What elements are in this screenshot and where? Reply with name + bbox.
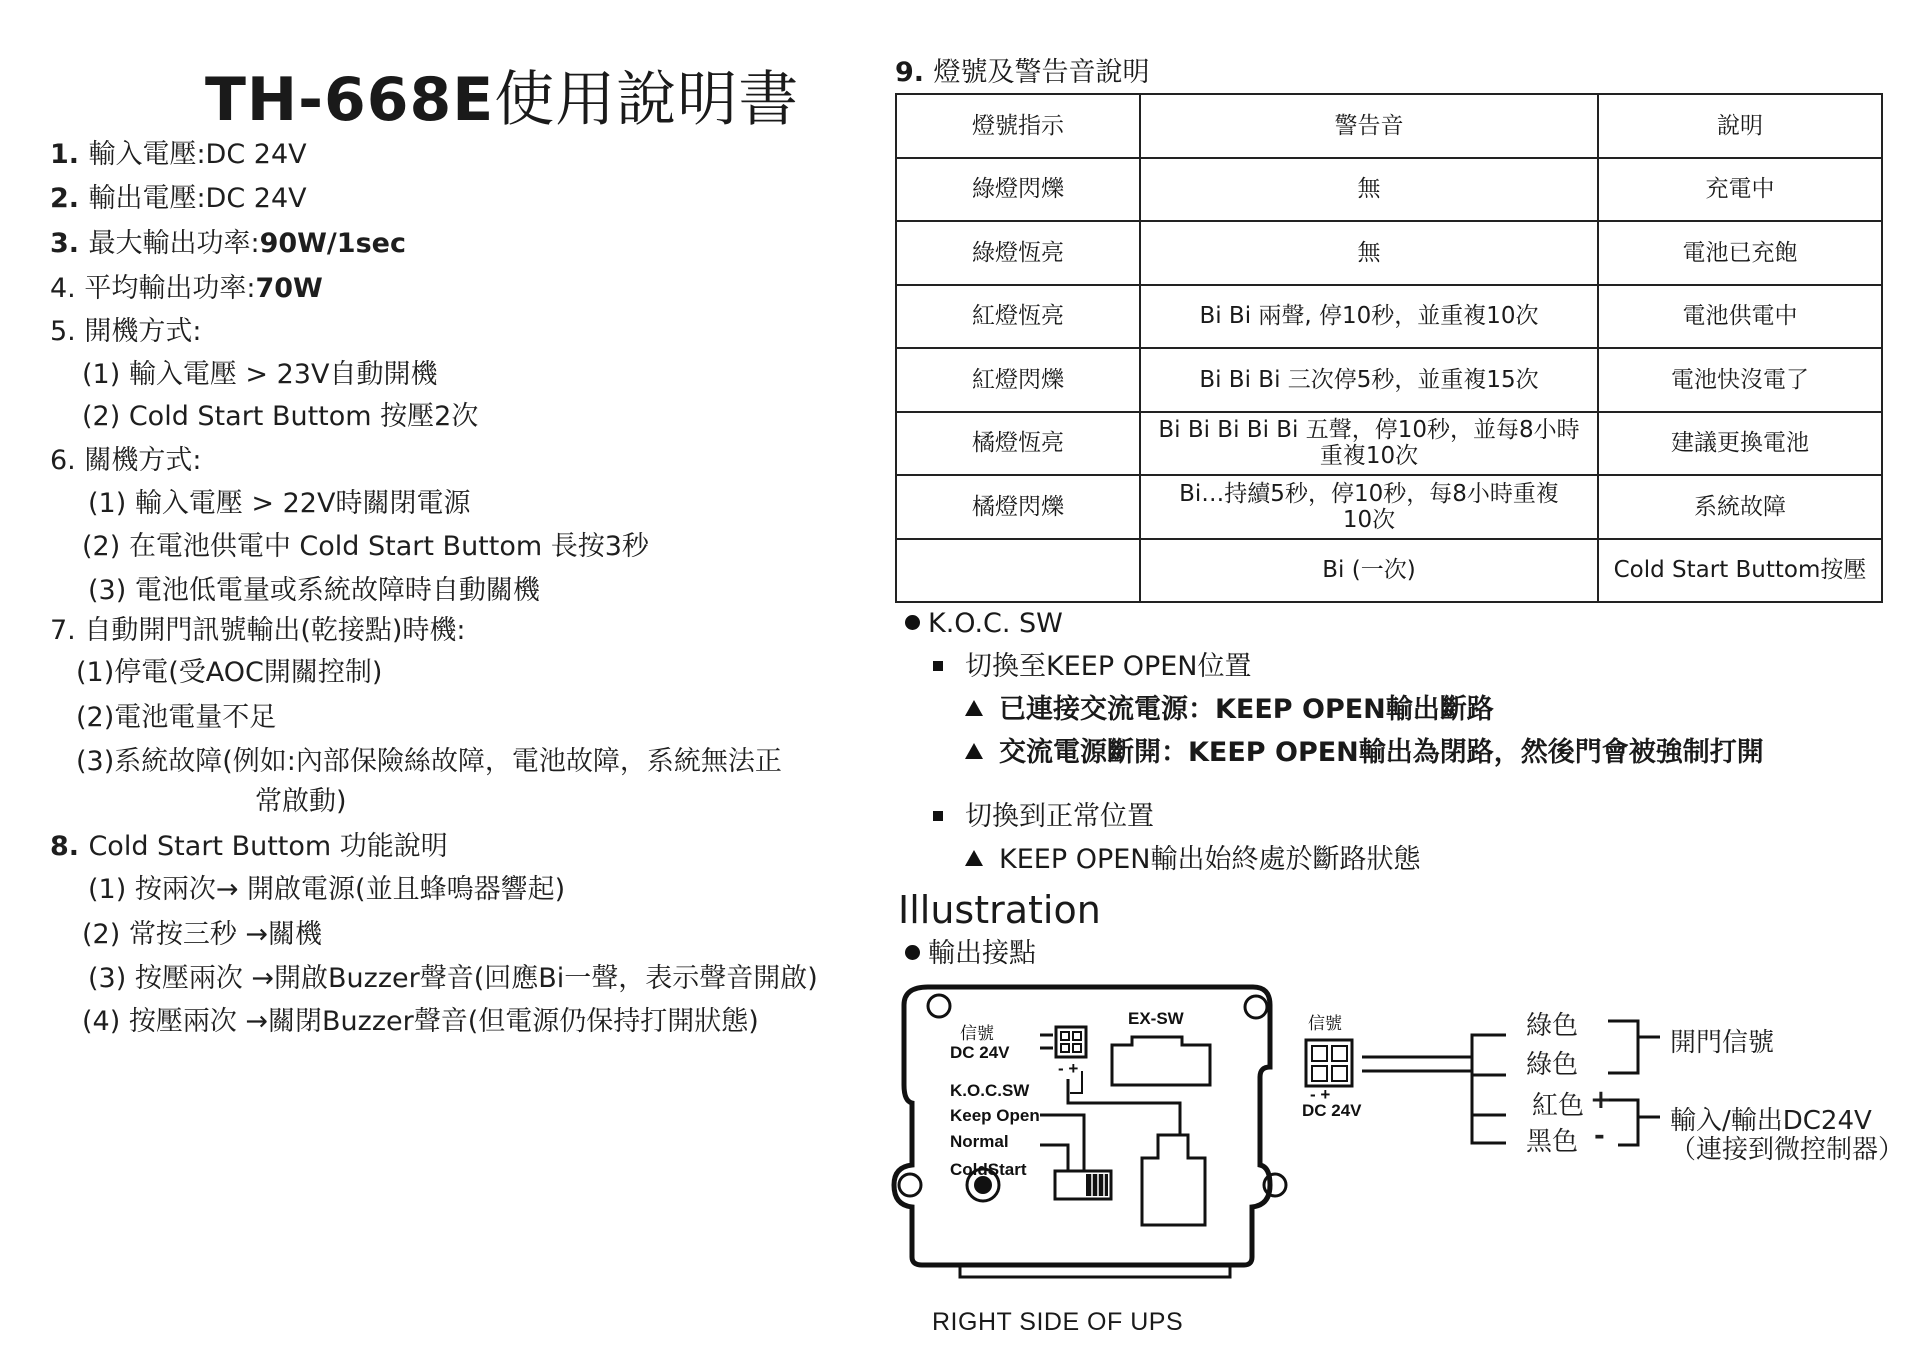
table-row xyxy=(896,475,1882,539)
section-title-text: 燈號及警告音說明 xyxy=(933,57,1150,88)
triangle-icon xyxy=(965,850,983,866)
spec-number: 5. xyxy=(50,316,85,347)
spec-line xyxy=(88,574,540,608)
board-signal-label: 信號 xyxy=(960,1024,994,1043)
model-number: TH-668E xyxy=(205,65,495,135)
illustration-title: Illustration xyxy=(898,888,1101,932)
spec-text: (3) 按壓兩次 →開啟Buzzer聲音(回應Bi一聲，表示聲音開啟) xyxy=(88,963,818,994)
spec-line xyxy=(76,745,782,779)
section-9-title xyxy=(895,50,1149,89)
green-wire-label-1: 綠色 xyxy=(1526,1011,1579,1041)
spec-line xyxy=(50,272,323,306)
spec-line xyxy=(82,918,322,952)
koc-heading: K.O.C. SW xyxy=(905,607,1063,641)
spec-line xyxy=(50,444,201,478)
spec-text: 輸入電壓:DC 24V xyxy=(88,139,307,170)
table-cell: 電池供電中 xyxy=(1598,285,1882,349)
table-cell: 系統故障 xyxy=(1598,475,1882,539)
spec-line xyxy=(82,358,437,392)
ex-sw-label: EX-SW xyxy=(1128,1009,1184,1028)
spec-text: (2) 常按三秒 →關機 xyxy=(82,919,323,950)
spec-number: 7. xyxy=(50,615,85,646)
spec-text: (2) Cold Start Buttom 按壓2次 xyxy=(82,401,479,432)
table-cell: Bi (一次) xyxy=(1140,539,1598,603)
spec-line xyxy=(50,138,307,172)
koc-sub-ac-disconnected: 交流電源斷開：KEEP OPEN輸出為閉路，然後門會被強制打開 xyxy=(965,736,1764,770)
spec-value: 70W xyxy=(255,273,323,304)
table-cell: 建議更換電池 xyxy=(1598,412,1882,476)
bullet-dot-icon xyxy=(905,945,920,960)
spec-value: 90W/1sec xyxy=(259,228,406,259)
spec-line xyxy=(50,830,448,864)
minus-sign: - xyxy=(1594,1121,1605,1151)
green-wire-label-2: 綠色 xyxy=(1526,1050,1579,1080)
koc-item-keep-open: 切換至KEEP OPEN位置 xyxy=(933,650,1251,684)
table-row xyxy=(896,158,1882,222)
mount-hole xyxy=(928,995,950,1017)
table-header-cell: 警告音 xyxy=(1140,94,1598,158)
table-row xyxy=(896,221,1882,285)
table-row xyxy=(896,539,1882,603)
spec-number: 4. xyxy=(50,273,85,304)
table-row xyxy=(896,285,1882,349)
spec-line xyxy=(50,614,466,648)
spec-line xyxy=(255,785,347,819)
ex-sw-connector xyxy=(1112,1037,1210,1085)
connector-signal-label: 信號 xyxy=(1308,1014,1342,1033)
spec-text: (1) 輸入電壓 > 23V自動開機 xyxy=(82,359,438,390)
spec-text: (2)電池電量不足 xyxy=(76,702,277,733)
spec-number: 2. xyxy=(50,183,89,214)
spec-text: 平均輸出功率: xyxy=(84,273,256,304)
output-contacts-heading: 輸出接點 xyxy=(905,937,1036,971)
wiring-diagram xyxy=(890,975,1920,1309)
table-cell: Bi Bi Bi 三次停5秒，並重複15次 xyxy=(1140,348,1598,412)
normal-label: Normal xyxy=(950,1132,1009,1151)
table-row xyxy=(896,412,1882,476)
spec-line xyxy=(76,656,382,690)
board-dc24v-label: DC 24V xyxy=(950,1043,1010,1062)
board-polarity-label: - + xyxy=(1058,1059,1079,1078)
triangle-icon xyxy=(965,700,983,716)
mount-hole xyxy=(1245,996,1267,1018)
table-cell: 充電中 xyxy=(1598,158,1882,222)
table-header-cell: 燈號指示 xyxy=(896,94,1140,158)
document-title xyxy=(205,52,799,138)
plus-sign: + xyxy=(1590,1085,1612,1115)
spec-text: 開機方式: xyxy=(84,316,202,347)
bullet-dot-icon xyxy=(905,615,920,630)
spec-text: 最大輸出功率: xyxy=(88,228,260,259)
section-number: 9. xyxy=(895,57,934,88)
spec-text: (1)停電(受AOC開關控制) xyxy=(76,657,383,688)
table-cell: 電池已充飽 xyxy=(1598,221,1882,285)
spec-number: 8. xyxy=(50,831,89,862)
io-note-label: （連接到微控制器） xyxy=(1670,1135,1905,1165)
bullet-square-icon xyxy=(933,811,943,821)
spec-line xyxy=(50,182,307,216)
spec-text: (3) 電池低電量或系統故障時自動關機 xyxy=(88,575,540,606)
spec-text: (1) 按兩次→ 開啟電源(並且蜂鳴器響起) xyxy=(88,874,566,905)
table-row xyxy=(896,348,1882,412)
connector-polarity-label: - + xyxy=(1310,1085,1331,1104)
koc-sw-label: K.O.C.SW xyxy=(950,1081,1030,1100)
signal-table xyxy=(895,93,1883,603)
spec-line xyxy=(82,530,649,564)
spec-line xyxy=(50,315,201,349)
spec-text: (2) 在電池供電中 Cold Start Buttom 長按3秒 xyxy=(82,531,649,562)
table-cell: 無 xyxy=(1140,221,1598,285)
triangle-icon xyxy=(965,743,983,759)
spec-text: 輸出電壓:DC 24V xyxy=(88,183,307,214)
table-cell: 電池快沒電了 xyxy=(1598,348,1882,412)
spec-line xyxy=(88,962,818,996)
table-cell: 無 xyxy=(1140,158,1598,222)
spec-text: 常啟動) xyxy=(255,786,347,817)
spec-text: (4) 按壓兩次 →關閉Buzzer聲音(但電源仍保持打開狀態) xyxy=(82,1006,759,1037)
spec-text: 關機方式: xyxy=(84,445,202,476)
diagram-caption: RIGHT SIDE OF UPS xyxy=(932,1308,1184,1336)
spec-line xyxy=(50,227,406,261)
table-cell: Cold Start Buttom按壓 xyxy=(1598,539,1882,603)
mount-hole xyxy=(899,1174,921,1196)
spec-line xyxy=(82,1005,759,1039)
spec-text: (1) 輸入電壓 > 22V時關閉電源 xyxy=(88,488,471,519)
spec-number: 1. xyxy=(50,139,89,170)
title-suffix: 使用說明書 xyxy=(494,65,800,135)
black-wire-label: 黑色 xyxy=(1526,1127,1579,1157)
table-cell: 綠燈恆亮 xyxy=(896,221,1140,285)
table-cell: 紅燈閃爍 xyxy=(896,348,1140,412)
spec-line xyxy=(88,873,565,907)
mount-hole xyxy=(1264,1174,1286,1196)
spec-line xyxy=(82,400,478,434)
table-cell: 紅燈恆亮 xyxy=(896,285,1140,349)
spec-line xyxy=(76,701,276,735)
io-dc-label: 輸入/輸出DC24V xyxy=(1670,1106,1872,1136)
spec-number: 6. xyxy=(50,445,85,476)
table-cell: Bi Bi 兩聲, 停10秒，並重複10次 xyxy=(1140,285,1598,349)
table-cell: 橘燈恆亮 xyxy=(896,412,1140,476)
board-outline xyxy=(894,987,1270,1265)
keep-open-label: Keep Open xyxy=(950,1106,1040,1125)
table-cell xyxy=(896,539,1140,603)
table-header-cell: 說明 xyxy=(1598,94,1882,158)
table-cell: Bi…持續5秒，停10秒，每8小時重複 10次 xyxy=(1140,475,1598,539)
table-header-row xyxy=(896,94,1882,158)
bullet-square-icon xyxy=(933,661,943,671)
koc-item-normal: 切換到正常位置 xyxy=(933,800,1154,834)
spec-text: Cold Start Buttom 功能說明 xyxy=(88,831,448,862)
red-wire-label: 紅色 xyxy=(1532,1091,1585,1121)
koc-sub-normal: KEEP OPEN輸出始終處於斷路狀態 xyxy=(965,843,1420,877)
table-cell: 橘燈閃爍 xyxy=(896,475,1140,539)
door-signal-label: 開門信號 xyxy=(1670,1028,1775,1058)
table-cell: 綠燈閃爍 xyxy=(896,158,1140,222)
spec-number: 3. xyxy=(50,228,89,259)
spec-text: 自動開門訊號輸出(乾接點)時機: xyxy=(84,615,466,646)
spec-text: (3)系統故障(例如:內部保險絲故障，電池故障，系統無法正 xyxy=(76,746,782,777)
output-jack xyxy=(1142,1135,1205,1225)
koc-sub-ac-connected: 已連接交流電源：KEEP OPEN輸出斷路 xyxy=(965,693,1494,727)
cold-start-label: ColdStart xyxy=(950,1160,1027,1179)
connector-dc24v-label: DC 24V xyxy=(1302,1101,1362,1120)
spec-line xyxy=(88,487,470,521)
table-cell: Bi Bi Bi Bi Bi 五聲，停10秒，並每8小時 重複10次 xyxy=(1140,412,1598,476)
